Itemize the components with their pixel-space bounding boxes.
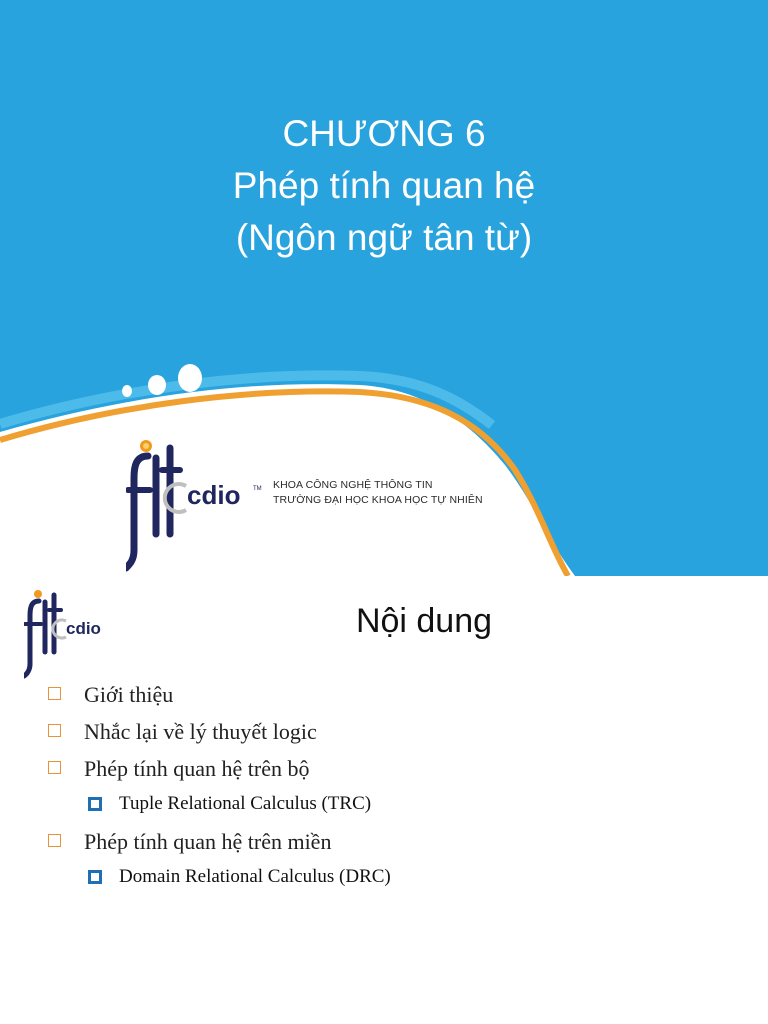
list-item-label: Phép tính quan hệ trên bộ [84, 756, 310, 781]
faculty-line-2: TRƯỜNG ĐẠI HỌC KHOA HỌC TỰ NHIÊN [273, 494, 483, 506]
title-line-2: Phép tính quan hệ [232, 165, 536, 206]
contents-slide [0, 576, 768, 1024]
contents-heading: Nội dung [355, 602, 493, 640]
cdio-wordmark: cdio [187, 480, 241, 510]
sub-list-item-label: Tuple Relational Calculus (TRC) [119, 793, 372, 814]
sub-bullet-square-icon [88, 870, 102, 884]
bullet-square-icon [48, 724, 61, 737]
svg-text:TM: TM [253, 486, 262, 492]
fit-cdio-logo [126, 438, 266, 574]
list-item-label: Phép tính quan hệ trên miền [84, 829, 332, 854]
bullet-square-icon [48, 687, 61, 700]
title-line-3: (Ngôn ngữ tân từ) [235, 217, 533, 258]
bullet-square-icon [48, 834, 61, 847]
faculty-line-1: KHOA CÔNG NGHỆ THÔNG TIN [273, 479, 433, 491]
sub-list-item-label: Domain Relational Calculus (DRC) [119, 866, 391, 887]
cdio-wordmark-small: cdio [66, 619, 101, 638]
list-item-label: Giới thiệu [84, 682, 174, 707]
sub-bullet-square-icon [88, 797, 102, 811]
list-item-label: Nhắc lại về lý thuyết logic [84, 719, 317, 744]
slide-title [0, 108, 768, 264]
faculty-name [273, 478, 483, 508]
title-line-1: CHƯƠNG 6 [282, 113, 486, 154]
bullet-square-icon [48, 761, 61, 774]
